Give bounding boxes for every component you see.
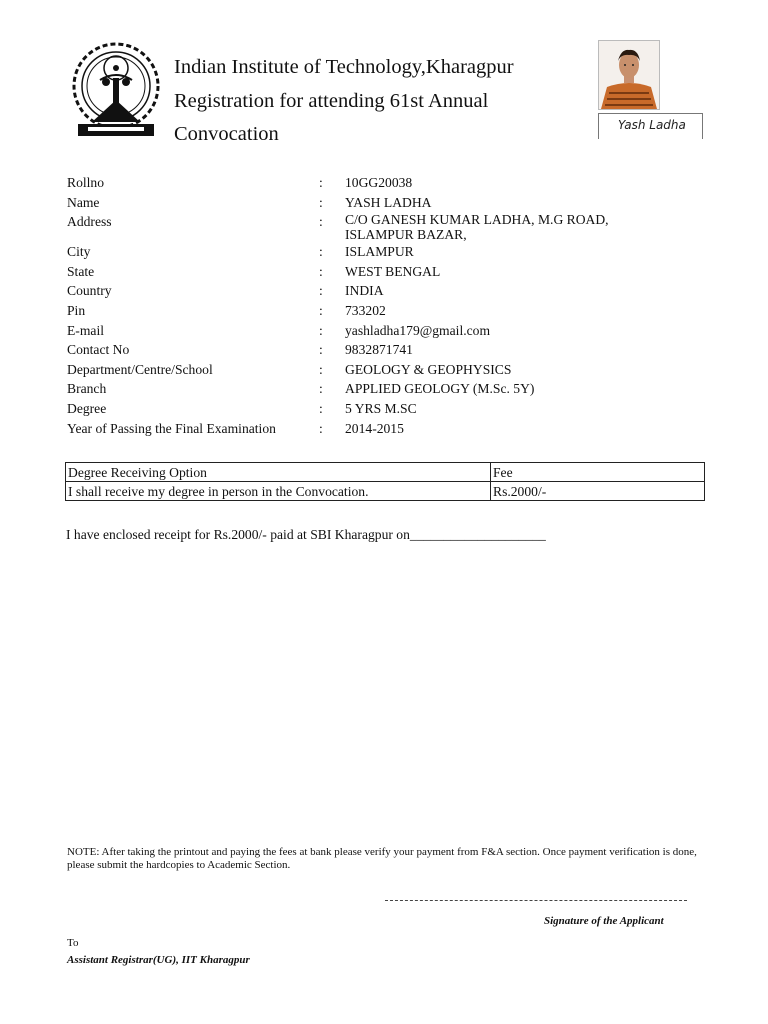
detail-row-address <box>67 212 675 242</box>
degree-option-table <box>65 462 705 501</box>
detail-row-name <box>67 193 675 213</box>
title-line-2: Registration for attending 61st Annual <box>174 89 489 112</box>
detail-row-degree <box>67 399 675 419</box>
table-row <box>66 482 705 501</box>
detail-value: INDIA <box>345 283 384 299</box>
detail-label: Address <box>67 214 112 230</box>
detail-colon: : <box>319 263 323 279</box>
detail-value: 5 YRS M.SC <box>345 400 417 416</box>
detail-colon: : <box>319 194 323 210</box>
detail-row-passing-year <box>67 419 675 439</box>
address-line-1: C/O GANESH KUMAR LADHA, M.G ROAD, <box>345 212 609 228</box>
detail-value: GEOLOGY & GEOPHYSICS <box>345 361 512 377</box>
addressee: Assistant Registrar(UG), IIT Kharagpur <box>67 954 250 966</box>
detail-colon: : <box>319 244 323 260</box>
applicant-photo <box>598 40 660 110</box>
detail-colon: : <box>319 420 323 436</box>
detail-label: Degree <box>67 400 107 416</box>
detail-colon: : <box>319 381 323 397</box>
detail-colon: : <box>319 400 323 416</box>
detail-row-email <box>67 321 675 341</box>
applicant-signature: Yash Ladha <box>618 118 686 132</box>
detail-row-rollno <box>67 173 675 193</box>
detail-value: yashladha179@gmail.com <box>345 322 491 338</box>
iit-kharagpur-logo <box>66 40 166 140</box>
form-title <box>174 51 594 152</box>
detail-row-pin <box>67 301 675 321</box>
option-cell: I shall receive my degree in person in the Convocation. <box>66 482 491 501</box>
detail-value: 2014-2015 <box>345 420 404 436</box>
detail-colon: : <box>319 322 323 338</box>
detail-label: Department/Centre/School <box>67 361 213 377</box>
detail-label: Contact No <box>67 342 130 358</box>
detail-value: 733202 <box>345 302 386 318</box>
to-label: To <box>67 937 79 949</box>
detail-value: WEST BENGAL <box>345 263 441 279</box>
detail-label: Pin <box>67 302 86 318</box>
detail-value: YASH LADHA <box>345 194 432 210</box>
signature-label: Signature of the Applicant <box>544 915 664 927</box>
fee-header: Fee <box>491 463 705 482</box>
detail-label: Country <box>67 283 112 299</box>
title-line-3: Convocation <box>174 123 279 145</box>
detail-colon: : <box>319 283 323 299</box>
detail-label: Rollno <box>67 175 105 190</box>
detail-label: City <box>67 244 91 260</box>
detail-colon: : <box>319 302 323 318</box>
detail-value: APPLIED GEOLOGY (M.Sc. 5Y) <box>345 381 535 397</box>
payment-note: NOTE: After taking the printout and paying the fees at bank please verify your payment from F&A section. Once payment verification is done, please submit the hardcopies to Academic Section. <box>67 846 697 871</box>
detail-label: Name <box>67 194 100 210</box>
detail-label: E-mail <box>67 322 104 338</box>
detail-colon: : <box>319 175 323 190</box>
signature-line <box>385 900 687 901</box>
receipt-statement: I have enclosed receipt for Rs.2000/- paid at SBI Kharagpur on____________________ <box>66 527 546 542</box>
detail-row-country <box>67 281 675 301</box>
detail-row-contact <box>67 340 675 360</box>
detail-row-department <box>67 360 675 380</box>
address-line-2: ISLAMPUR BAZAR, <box>345 227 467 243</box>
detail-value: 9832871741 <box>345 342 413 358</box>
detail-colon: : <box>319 361 323 377</box>
fee-cell: Rs.2000/- <box>491 482 705 501</box>
title-line-1: Indian Institute of Technology,Kharagpur <box>174 56 514 78</box>
detail-label: Branch <box>67 381 107 397</box>
detail-value <box>345 212 675 242</box>
option-header: Degree Receiving Option <box>66 463 491 482</box>
detail-colon: : <box>319 214 323 230</box>
detail-colon: : <box>319 342 323 358</box>
detail-row-state <box>67 262 675 282</box>
detail-value: ISLAMPUR <box>345 244 414 260</box>
detail-row-city <box>67 242 675 262</box>
detail-row-branch <box>67 379 675 399</box>
detail-value: 10GG20038 <box>345 175 413 190</box>
detail-label: Year of Passing the Final Examination <box>67 420 276 436</box>
table-header-row <box>66 463 705 482</box>
applicant-details <box>67 173 675 438</box>
detail-label: State <box>67 263 95 279</box>
